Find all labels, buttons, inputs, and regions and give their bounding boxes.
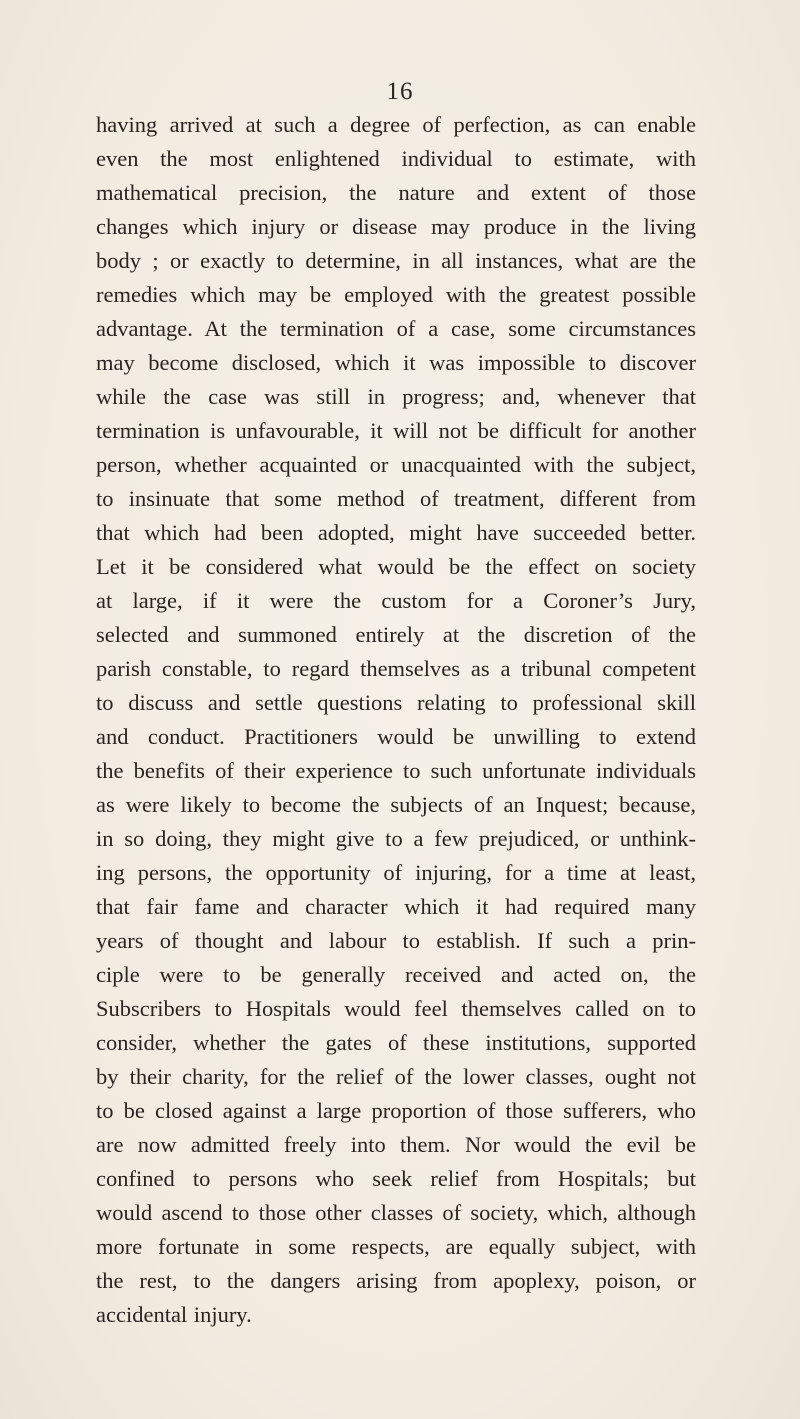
- text-line: confined to persons who seek relief from Hospitals; but: [96, 1166, 696, 1191]
- text-line: the benefits of their experience to such unfortunate individuals: [96, 758, 696, 783]
- body-text: [96, 108, 696, 1332]
- text-line: changes which injury or disease may produce in the living: [96, 214, 696, 239]
- text-line: person, whether acquainted or unacquainted with the subject,: [96, 452, 696, 477]
- text-line: while the case was still in progress; and, whenever that: [96, 384, 696, 409]
- text-line: to insinuate that some method of treatment, different from: [96, 486, 696, 511]
- text-line: Let it be considered what would be the effect on society: [96, 554, 696, 579]
- text-line: consider, whether the gates of these institutions, supported: [96, 1030, 696, 1055]
- page-number: 16: [386, 78, 414, 105]
- text-line: are now admitted freely into them. Nor would the evil be: [96, 1132, 696, 1157]
- text-line: having arrived at such a degree of perfection, as can enable: [96, 112, 696, 137]
- text-line: body ; or exactly to determine, in all instances, what are the: [96, 248, 696, 273]
- text-line: accidental injury.: [96, 1302, 252, 1327]
- text-line: parish constable, to regard themselves as a tribunal competent: [96, 656, 696, 681]
- text-line: as were likely to become the subjects of an Inquest; because,: [96, 792, 696, 817]
- text-line: years of thought and labour to establish. If such a prin-: [96, 928, 696, 953]
- text-line: selected and summoned entirely at the discretion of the: [96, 622, 696, 647]
- text-line: termination is unfavourable, it will not be difficult for another: [96, 418, 696, 443]
- text-line: that fair fame and character which it had required many: [96, 894, 696, 919]
- text-line: by their charity, for the relief of the lower classes, ought not: [96, 1064, 696, 1089]
- text-line: at large, if it were the custom for a Coroner’s Jury,: [96, 588, 696, 613]
- text-line: remedies which may be employed with the greatest possible: [96, 282, 696, 307]
- text-line: advantage. At the termination of a case, some circumstances: [96, 316, 696, 341]
- text-line: in so doing, they might give to a few prejudiced, or unthink-: [96, 826, 696, 851]
- text-line: would ascend to those other classes of society, which, although: [96, 1200, 696, 1225]
- text-line: ciple were to be generally received and acted on, the: [96, 962, 696, 987]
- text-line: to be closed against a large proportion of those sufferers, who: [96, 1098, 696, 1123]
- text-line: more fortunate in some respects, are equally subject, with: [96, 1234, 696, 1259]
- text-line: may become disclosed, which it was impossible to discover: [96, 350, 696, 375]
- text-line: Subscribers to Hospitals would feel themselves called on to: [96, 996, 696, 1021]
- text-line: even the most enlightened individual to estimate, with: [96, 146, 696, 171]
- text-line: the rest, to the dangers arising from apoplexy, poison, or: [96, 1268, 696, 1293]
- text-line: and conduct. Practitioners would be unwilling to extend: [96, 724, 696, 749]
- text-line: to discuss and settle questions relating to professional skill: [96, 690, 696, 715]
- text-line: that which had been adopted, might have succeeded better.: [96, 520, 696, 545]
- text-line: ing persons, the opportunity of injuring, for a time at least,: [96, 860, 696, 885]
- text-line: mathematical precision, the nature and extent of those: [96, 180, 696, 205]
